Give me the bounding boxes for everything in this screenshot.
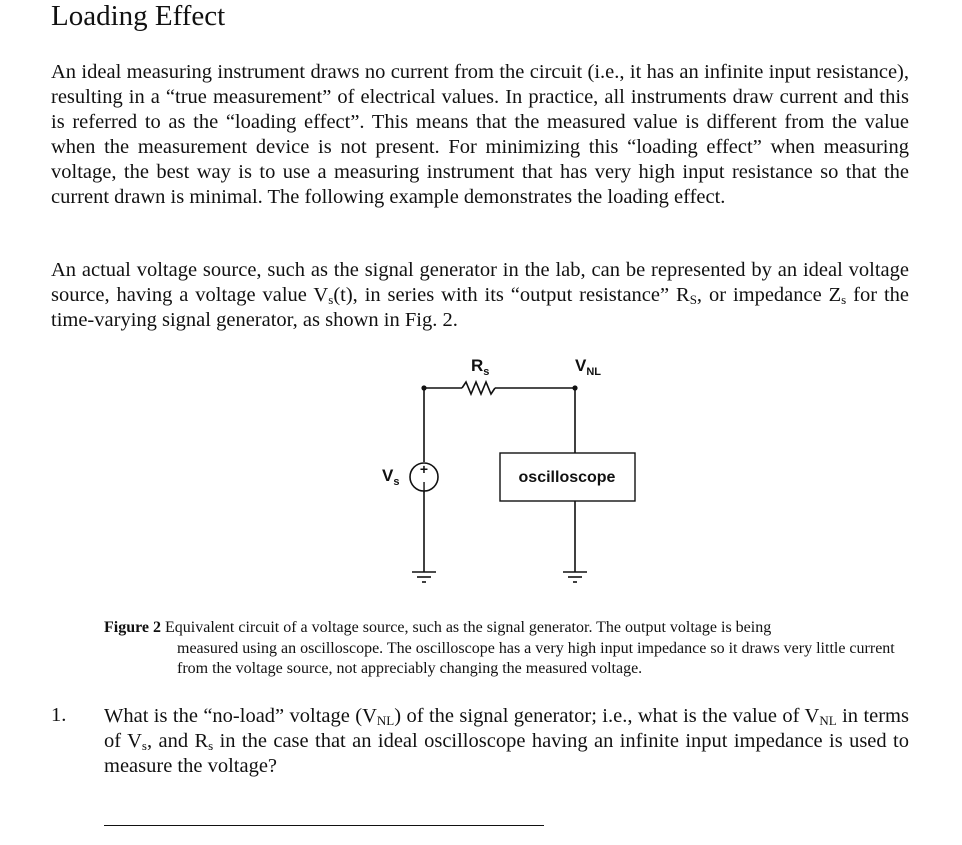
- vs-label-main: V: [382, 466, 394, 485]
- question-text: [104, 704, 909, 779]
- q-sub-2: NL: [819, 713, 837, 728]
- caption-label: Figure 2: [104, 619, 162, 636]
- caption-rest: measured using an oscilloscope. The oscilloscope has a very high input impedance so it draws very little current from the voltage source, not appreciably changing the measured voltage.: [177, 639, 895, 677]
- q-text-4: , and R: [146, 730, 209, 752]
- vs-minus-sign: |: [422, 481, 426, 493]
- right-terminal-dot: [572, 385, 577, 390]
- para2-text-1: An actual voltage source, such as the signal generator in the lab, can be represented by an ideal voltage source, having a voltage value V: [51, 259, 909, 306]
- vs-plus-sign: +: [419, 461, 429, 477]
- para2-sub-1: s: [328, 292, 334, 307]
- rs-label-main: R: [471, 356, 484, 375]
- rs-label-sub: s: [483, 366, 490, 378]
- q-text-5: in the case that an ideal oscilloscope having an infinite input impedance is used to measure the voltage?: [104, 730, 909, 777]
- caption-first-line: [104, 618, 914, 639]
- oscilloscope-label: oscilloscope: [518, 469, 616, 486]
- q-sub-4: s: [208, 738, 214, 753]
- intro-paragraph: An ideal measuring instrument draws no current from the circuit (i.e., it has an infinite input resistance), resulting in a “true measurement” of electrical values. In practice, all instruments draw current and this is referred to as the “loading effect”. This means that the measured value is different from the value when the measurement device is not present. For minimizing this “loading effect” when measuring voltage, the best way is to use a measuring instrument that has very high input resistance so that the current drawn is minimal. The following example demonstrates the loading effect.: [51, 61, 909, 208]
- q-text-3: in terms of V: [104, 705, 909, 752]
- q-sub-3: s: [141, 738, 147, 753]
- para2-sub-3: s: [841, 292, 847, 307]
- para2-sub-2: S: [689, 292, 697, 307]
- para2-text-3: , or impedance Z: [696, 284, 842, 306]
- vs-label: [382, 466, 399, 488]
- resistor-rs: [462, 382, 495, 394]
- vnl-label-sub: NL: [586, 366, 602, 378]
- vs-label-sub: s: [393, 476, 400, 488]
- para2-text-4: for the time-varying signal generator, as shown in Fig. 2.: [51, 284, 910, 331]
- q-text-2: ) of the signal generator; i.e., what is the value of V: [394, 705, 820, 727]
- circuit-diagram: [360, 350, 660, 595]
- answer-line[interactable]: [104, 825, 544, 826]
- rs-label: [471, 356, 489, 378]
- para2-text-2: (t), in series with its “output resistance” R: [333, 284, 690, 306]
- q-sub-1: NL: [376, 713, 395, 728]
- page-title: Loading Effect: [51, 0, 226, 32]
- q-text-1: What is the “no-load” voltage (V: [104, 705, 377, 727]
- left-terminal-dot: [421, 385, 426, 390]
- figure-caption: [104, 618, 914, 680]
- vnl-label: [575, 356, 601, 378]
- vnl-label-main: V: [575, 356, 587, 375]
- question-number: 1.: [51, 704, 67, 726]
- source-paragraph: [51, 258, 909, 333]
- caption-line1: Equivalent circuit of a voltage source, such as the signal generator. The output voltage is being: [161, 619, 772, 636]
